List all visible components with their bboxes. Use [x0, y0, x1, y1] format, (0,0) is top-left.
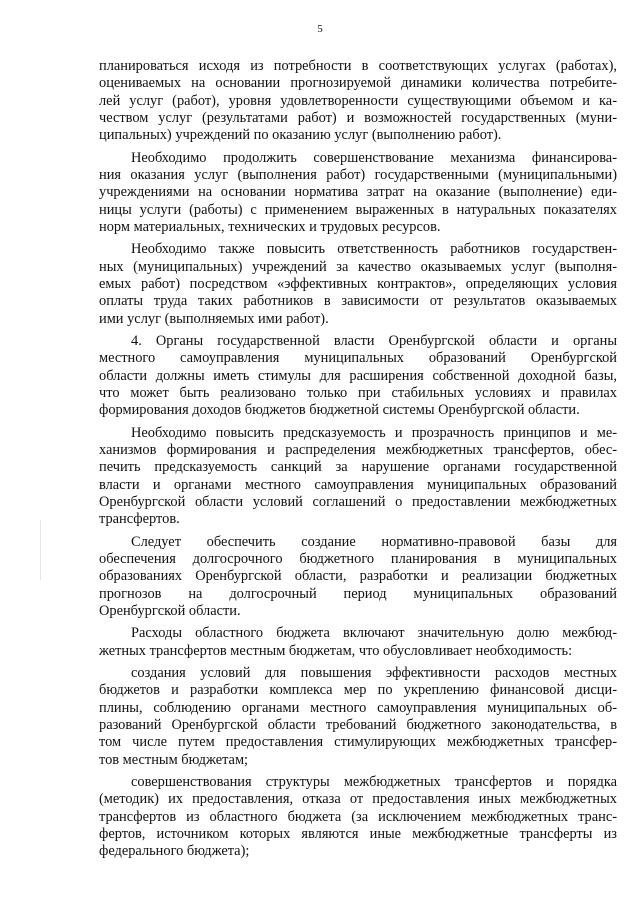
scan-margin-mark: [40, 520, 41, 580]
text-line: Необходимо продолжить совершенствование механизма финансирова-: [131, 149, 617, 166]
paragraph: [99, 625, 617, 660]
text-line: ханизмов формирования и распределения межбюджетных трансфертов, обес-: [99, 441, 617, 458]
text-line: планироваться исходя из потребности в соответствующих услугах (работах),: [99, 58, 617, 74]
text-line: ных (муниципальных) учреждений за качество оказываемых услуг (выполня-: [99, 258, 617, 275]
paragraph: [99, 333, 617, 419]
text-line: Оренбургской области.: [99, 602, 241, 619]
text-line: ницы услуги (работы) с применением выраженных в натуральных показателях: [99, 201, 617, 218]
text-line: Оренбургской области условий соглашений о предоставлении межбюджетных: [99, 493, 617, 510]
document-body: [99, 58, 617, 861]
text-line: Следует обеспечить создание нормативно-правовой базы для: [131, 533, 617, 550]
text-line: емых работ) посредством «эффективных контрактов», определяющих условия: [99, 275, 617, 292]
text-line: разований Оренбургской области требований бюджетного законодательства, в: [99, 717, 617, 733]
text-line: области должны иметь стимулы для расширения собственной доходной базы,: [99, 367, 617, 384]
text-line: Необходимо также повысить ответственность работников государствен-: [131, 241, 617, 258]
text-line: (методик) их предоставления, отказа от предоставления иных межбюджетных: [99, 791, 617, 808]
text-line: Необходимо повысить предсказуемость и прозрачность принципов и ме-: [131, 424, 617, 441]
text-line: совершенствования структуры межбюджетных трансфертов и порядка: [131, 774, 617, 791]
text-line: 4. Органы государственной власти Оренбургской области и органы: [131, 333, 617, 350]
paragraph: [99, 425, 617, 529]
text-line: том числе путем предоставления стимулирующих межбюджетных трансфер-: [99, 734, 617, 751]
text-line: лей услуг (работ), уровня удовлетворенности существующими объемом и ка-: [99, 92, 617, 109]
text-line: федерального бюджета);: [99, 843, 250, 860]
text-line: трансфертов из областного бюджета (за исключением межбюджетных транс-: [99, 808, 617, 825]
page-number: 5: [317, 23, 323, 35]
text-line: норм материальных, технических и трудовых ресурсов.: [99, 218, 441, 235]
text-line: создания условий для повышения эффективности расходов местных: [131, 665, 617, 682]
text-line: Расходы областного бюджета включают значительную долю межбюд-: [131, 625, 617, 642]
text-line: печить предсказуемость санкций за нарушение органами государственной: [99, 459, 617, 476]
text-line: ния оказания услуг (выполнения работ) государственными (муниципальными): [99, 166, 617, 183]
text-line: что может быть реализовано только при стабильных условиях и правилах: [99, 384, 617, 401]
text-line: обеспечения долгосрочного бюджетного планирования в муниципальных: [99, 550, 617, 567]
text-line: оплаты труда таких работников в зависимости от результатов оказываемых: [99, 293, 617, 310]
text-line: бюджетов и разработки комплекса мер по укреплению финансовой дисци-: [99, 682, 617, 699]
text-line: фертов, источником которых являются иные межбюджетные трансферты из: [99, 825, 617, 842]
paragraph: [99, 58, 617, 144]
text-line: прогнозов на долгосрочный период муниципальных образований: [99, 585, 617, 602]
text-line: оцениваемых на основании прогнозируемой динамики количества потребите-: [99, 75, 617, 92]
paragraph: [99, 241, 617, 327]
paragraph: [99, 150, 617, 236]
text-line: плины, соблюдению органами местного самоуправления муниципальных об-: [99, 699, 617, 716]
text-line: власти и органами местного самоуправления муниципальных образований: [99, 476, 617, 493]
paragraph: [99, 774, 617, 860]
text-line: формирования доходов бюджетов бюджетной системы Оренбургской области.: [99, 402, 580, 419]
text-line: чеством услуг (результатами работ) и возможностей государственных (муни-: [99, 109, 617, 126]
text-line: ципальных) учреждений по оказанию услуг (выполнению работ).: [99, 127, 502, 144]
paragraph: [99, 534, 617, 620]
paragraph: [99, 665, 617, 769]
text-line: жетных трансфертов местным бюджетам, что обусловливает необходимость:: [99, 642, 573, 659]
text-line: местного самоуправления муниципальных образований Оренбургской: [99, 350, 617, 367]
text-line: трансфертов.: [99, 511, 180, 528]
text-line: образованиях Оренбургской области, разработки и реализации бюджетных: [99, 568, 617, 585]
text-line: ими услуг (выполняемых ими работ).: [99, 310, 329, 327]
text-line: тов местным бюджетам;: [99, 751, 249, 768]
text-line: учреждениями на основании норматива затрат на оказание (выполнение) еди-: [99, 184, 617, 201]
